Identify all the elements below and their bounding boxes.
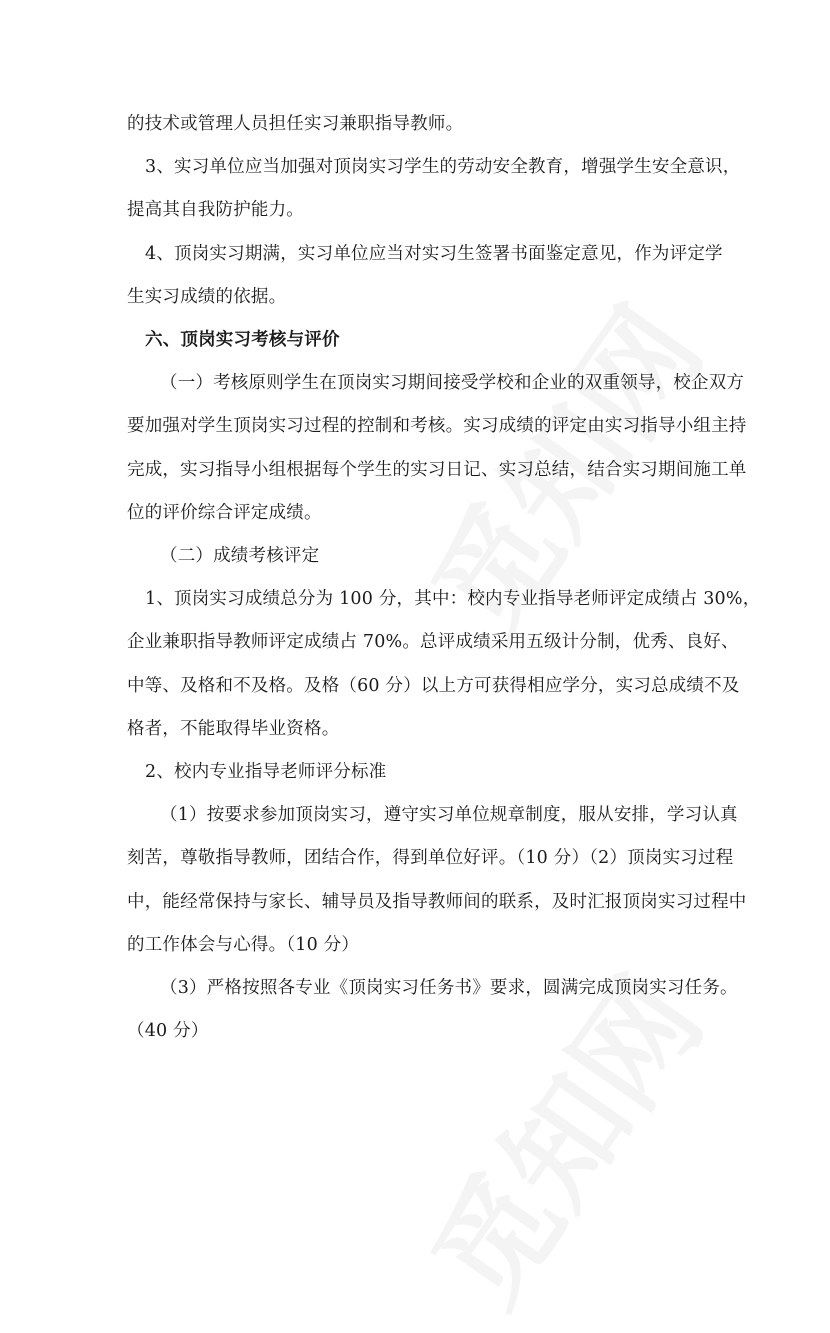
text-line: （二）成绩考核评定 [160, 546, 320, 566]
text-line: 要加强对学生顶岗实习过程的控制和考核。实习成绩的评定由实习指导小组主持 [127, 416, 747, 437]
text-line: 2、校内专业指导老师评分标准 [145, 762, 387, 782]
text-line: 中，能经常保持与家长、辅导员及指导教师间的联系，及时汇报顶岗实习过程中 [127, 891, 747, 912]
text-line: 位的评价综合评定成绩。 [127, 502, 322, 523]
text-line: 中等、及格和不及格。及格（60 分）以上方可获得相应学分，实习总成绩不及 [127, 675, 740, 696]
text-line: 企业兼职指导教师评定成绩占 70%。总评成绩采用五级计分制，优秀、良好、 [127, 632, 739, 653]
text-line: 4、顶岗实习期满，实习单位应当对实习生签署书面鉴定意见，作为评定学 [145, 243, 723, 264]
text-line: 生实习成绩的依据。 [127, 286, 287, 307]
text-line: 的工作体会与心得。（10 分） [127, 934, 360, 955]
text-line: 格者，不能取得毕业资格。 [127, 718, 340, 739]
text-line: 提高其自我防护能力。 [127, 200, 304, 221]
text-line: 3、实习单位应当加强对顶岗实习学生的劳动安全教育，增强学生安全意识， [145, 157, 741, 178]
text-line: 完成，实习指导小组根据每个学生的实习日记、实习总结，结合实习期间施工单 [127, 459, 747, 480]
text-line: （1）按要求参加顶岗实习，遵守实习单位规章制度，服从安排，学习认真 [160, 805, 738, 826]
text-line: 刻苦，尊敬指导教师，团结合作，得到单位好评。（10 分）（2）顶岗实习过程 [127, 848, 734, 869]
text-line: （3）严格按照各专业《顶岗实习任务书》要求，圆满完成顶岗实习任务。 [160, 978, 738, 998]
text-line: （一）考核原则学生在顶岗实习期间接受学校和企业的双重领导，校企双方 [160, 373, 745, 394]
text-line: 的技术或管理人员担任实习兼职指导教师。 [127, 114, 464, 134]
section-heading: 六、顶岗实习考核与评价 [145, 330, 340, 350]
text-line: 1、顶岗实习成绩总分为 100 分，其中：校内专业指导老师评定成绩占 30%， [145, 589, 761, 610]
text-line: （40 分） [127, 1021, 209, 1042]
